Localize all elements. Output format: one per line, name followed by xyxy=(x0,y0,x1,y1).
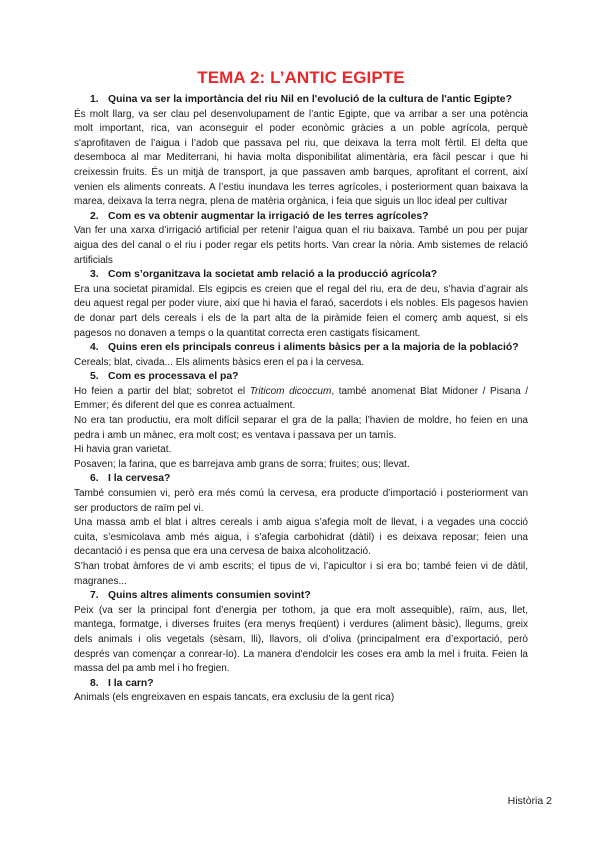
answer-6-paragraph-3: S’han trobat àmfores de vi amb escrits; el tipus de vi, l’apicultor i si era bo; també feien vi de dàtil, magranes... xyxy=(74,561,528,587)
answer-5-paragraph-4: Posaven; la farina, que es barrejava amb grans de sorra; fruites; ous; llevat. xyxy=(74,458,410,470)
question-text: I la cervesa? xyxy=(108,473,171,485)
question-number: 4. xyxy=(90,342,99,354)
document-page xyxy=(74,68,528,706)
answer-5-text-end: , també anomenat Blat Midoner / Pisana / Emmer; és diferent del que es conrea actualment. xyxy=(74,385,528,412)
question-text: Quina va ser la importància del riu Nil en l'evolució de la cultura de l'antic Egipte? xyxy=(108,94,512,105)
question-text: Com s’organitzava la societat amb relació a la producció agrícola? xyxy=(108,269,438,281)
question-number: 2. xyxy=(90,210,99,222)
answer-1: És molt llarg, va ser clau pel desenvolupament de l’antic Egipte, que va arribar a ser una potència molt important, rica, van aconseguir el poder econòmic gràcies a un poble agrícola, perquè s'aprofitaven de l’aigua i l’adob que passava pel riu, que deixava la terra molt fèrtil. El delta que desemboca al mar Mediterrani, hi havia molta disponibilitat alimentària, era fàcil pescar i que hi creixessin fruits. És un mitjà de transport, ja que passaven amb barques, aprofitant el corrent, així venien els aliments conreats. A l’estiu inundava les terres agrícoles, i posteriorment quan baixava la marea, deixava la terra negra, plena de matèria orgànica, i feia que siguis un lloc ideal per cultivar xyxy=(74,108,528,208)
answer-8: Animals (els engreixaven en espais tancats, era exclusiu de la gent rica) xyxy=(74,692,395,704)
question-text: I la carn? xyxy=(108,677,154,689)
answer-4: Cereals; blat, civada... Els aliments bàsics eren el pa i la cervesa. xyxy=(74,356,365,368)
answer-5-paragraph-2: No era tan productiu, era molt difícil separar el gra de la palla; l’havien de moldre, ho feien en una pedra i amb un mànec, era molt cost; es ventava i passava per un tamís. xyxy=(74,415,528,441)
answer-5 xyxy=(74,385,528,414)
question-number: 8. xyxy=(90,677,99,689)
question-1 xyxy=(74,93,528,108)
question-number: 5. xyxy=(90,371,99,383)
question-7 xyxy=(74,589,528,604)
question-text: Com es va obtenir augmentar la irrigació de les terres agrícoles? xyxy=(108,210,429,222)
answer-6: També consumien vi, però era més comú la cervesa, era producte d’importació i posteriorment van ser productors de raïm pel vi. xyxy=(74,488,528,514)
answer-2: Van fer una xarxa d’irrigació artificial per retenir l’aigua quan el riu baixava. També un pou per pujar aigua des del canal o el riu i poder regar els petits horts. Van crear la nòria. Amb sistemes de relació artificials xyxy=(74,225,528,266)
question-2 xyxy=(74,210,528,225)
page-footer: Història 2 xyxy=(507,795,552,807)
answer-5-paragraph-3: Hi havia gran varietat. xyxy=(74,444,172,456)
answer-6-paragraph-2: Una massa amb el blat i altres cereals i amb aigua s’afegia molt de llevat, i a vegades una cocció cuita, s’esmicolava amb més aigua, i s’afegia carbohidrat (dàtil) i es deixava reposar; feien una decantació i es pensa que era una cervesa de baixa alcoholització. xyxy=(74,517,528,558)
answer-3: Era una societat piramidal. Els egipcis es creien que el regal del riu, era de deu, s’havia d’agrair als deu aquest regal per poder viure, així que hi havia el faraó, sacerdots i els nobles. Els pagesos havien de donar part dels cereals i els de la part alta de la piràmide feien el comerç amb aquest, si els pagesos no donaven a temps o la quantitat correcta eren castigats físicament. xyxy=(74,283,528,339)
species-name: Triticom dicoccum xyxy=(249,385,332,397)
question-6 xyxy=(74,472,528,487)
page-title: TEMA 2: L’ANTIC EGIPTE xyxy=(197,68,405,87)
question-number: 7. xyxy=(90,590,99,602)
question-5 xyxy=(74,370,528,385)
answer-5-text-start: Ho feien a partir del blat; sobretot el xyxy=(74,385,250,397)
answer-7: Peix (va ser la principal font d’energia per tothom, ja que era molt assequible), raïm, aus, llet, mantega, formatge, i diverses fruites (era menys freqüent) i verdures (aliment bàsic), llegums, greix dels animals i olis vegetals (sèsam, lli), llavors, oli d’oliva (principalment era d’exportació, però després van començar a conrear-lo). La manera d’endolcir les coses era amb la mel i fruita. Feien la massa del pa amb mel i ho fregien. xyxy=(74,604,528,675)
question-number: 3. xyxy=(90,269,99,281)
question-text: Quins altres aliments consumien sovint? xyxy=(108,590,311,602)
question-3 xyxy=(74,268,528,283)
question-4 xyxy=(74,341,528,356)
question-8 xyxy=(74,677,528,692)
question-number: 6. xyxy=(90,473,99,485)
question-number: 1. xyxy=(90,94,99,105)
question-text: Com es processava el pa? xyxy=(108,371,239,383)
question-text: Quins eren els principals conreus i aliments bàsics per a la majoria de la població? xyxy=(108,342,519,354)
